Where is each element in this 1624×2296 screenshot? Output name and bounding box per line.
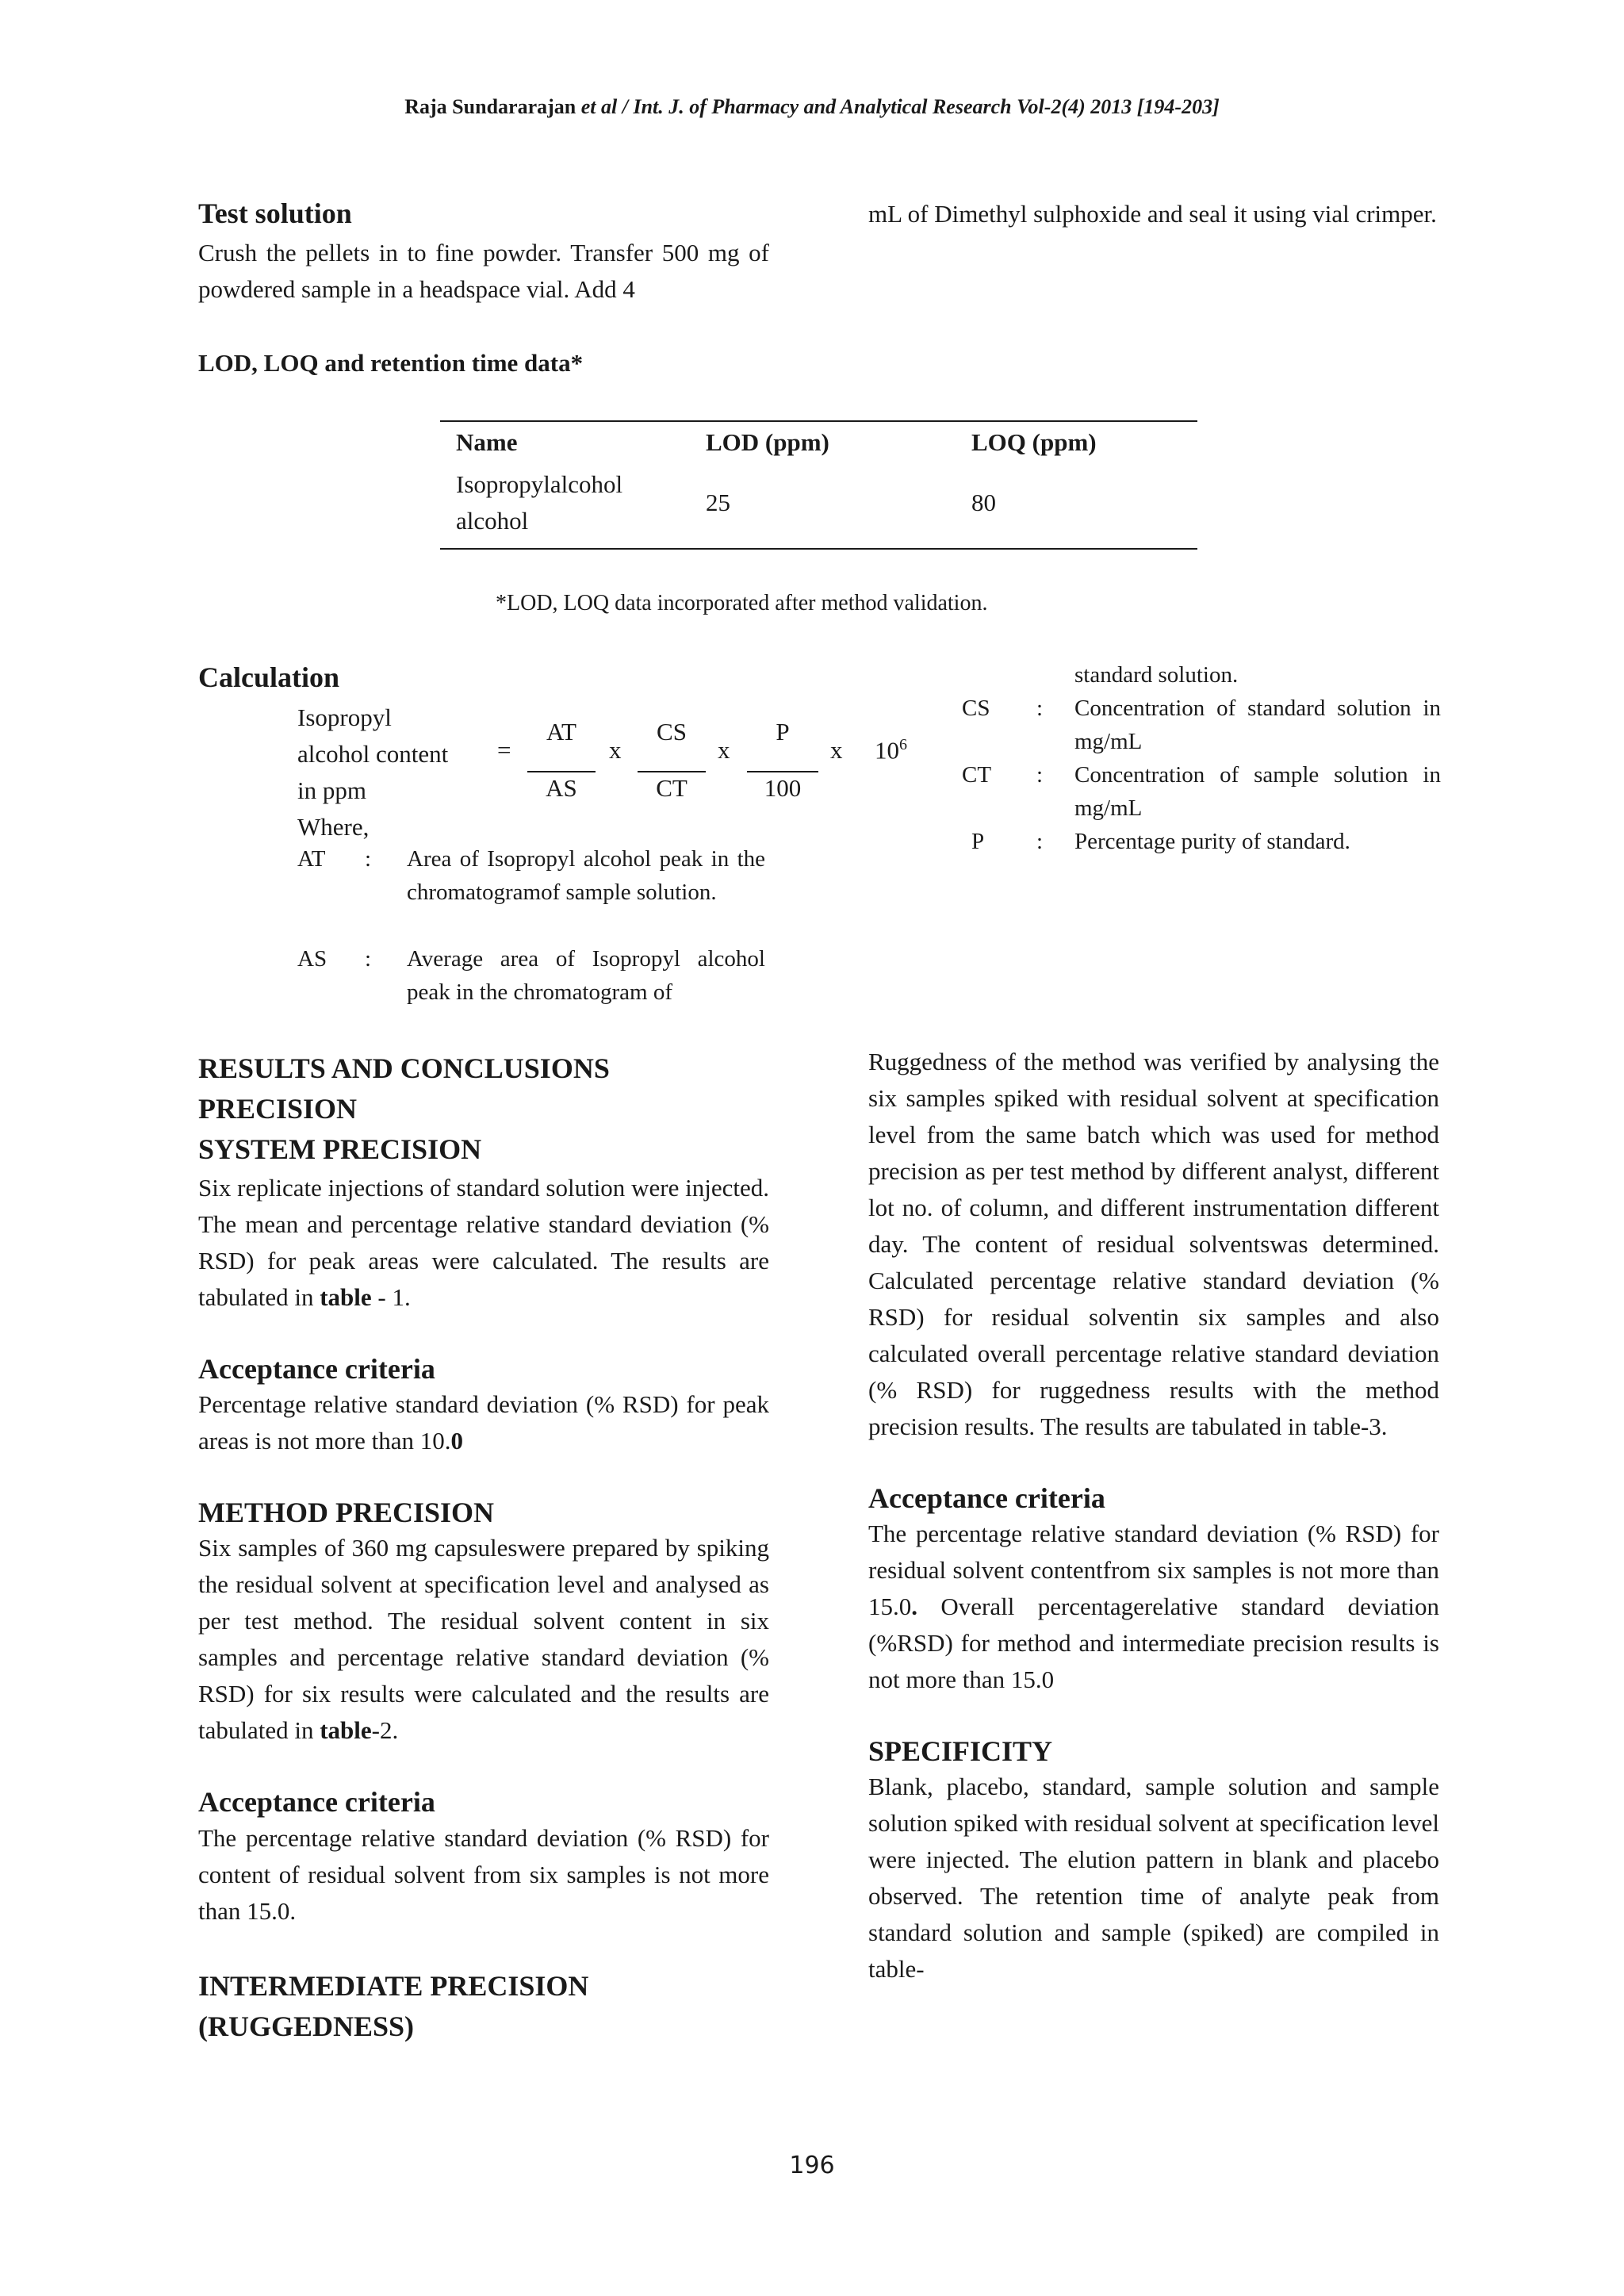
frac3-den: 100 [764,774,802,802]
def-colon-as: : [365,946,372,972]
def-text-ct: Concentration of sample solution in mg/mL [1074,762,1441,821]
times-2: x [718,736,730,764]
col-header-name: Name [456,428,518,456]
def-colon-ct: : [1036,762,1044,788]
factor-exponent: 6 [899,736,907,753]
def-colon-p: : [1036,829,1044,854]
def-text-at: Area of Isopropyl alcohol peak in the chromatogramof sample solution. [407,846,765,905]
factor [875,736,907,765]
def-colon-cs: : [1036,696,1044,721]
header-authors: Raja Sundararajan [404,95,576,118]
intermediate-precision-heading: INTERMEDIATE PRECISION (RUGGEDNESS) [198,1969,589,2042]
specificity-text: Blank, placebo, standard, sample solution and sample solution spiked with residual solvent at specification level were injected. The elution pattern in blank and placebo observed. The retention time of analyte peak from standard solution and sample (spiked) are compiled in table- [868,1773,1439,1984]
def-colon-at: : [365,846,372,872]
table-ref-2: table [320,1716,372,1745]
cell-name: Isopropylalcohol alcohol [456,470,623,535]
def-sym-ct: CT [962,762,992,788]
frac2-num: CS [657,718,687,746]
where-label: Where, [297,813,370,841]
frac1-line [527,771,596,772]
acceptance-text-3 [868,1516,1439,1698]
system-precision-text [198,1170,769,1316]
times-3: x [830,736,843,764]
formula-equals: = [497,736,511,764]
acceptance-body-3b: Overall percentagerelative standard deviation (%RSD) for method and intermediate precision results is not more than 15.0 [868,1593,1439,1694]
def-text-p: Percentage purity of standard. [1074,829,1350,854]
calculation-heading: Calculation [198,661,340,693]
cell-lod: 25 [706,488,730,516]
frac1-num: AT [546,718,576,746]
formula-lhs [297,700,448,845]
test-solution-text: Crush the pellets in to fine powder. Transfer 500 mg of powdered sample in a headspace vial. Add 4 [198,239,769,303]
acceptance-heading-3: Acceptance criteria [868,1482,1105,1514]
test-solution-continued: mL of Dimethyl sulphoxide and seal it using vial crimper. [868,200,1437,228]
table-bottom-rule [440,548,1197,550]
factor-base: 10 [875,736,899,765]
frac1-den: AS [546,774,577,802]
page-number: 196 [789,2152,835,2179]
table-ref-2-suffix: -2. [371,1716,399,1745]
def-sym-as: AS [297,946,327,972]
precision-heading: PRECISION [198,1093,358,1125]
lhs-line-2: alcohol content [297,740,449,768]
system-precision-body: Six replicate injections of standard solution were injected. The mean and percentage relative standard deviation (% RSD) for peak areas were calculated. The results are tabulated in [198,1174,769,1311]
acceptance-body-3a: The percentage relative standard deviation (% RSD) for residual solvent contentfrom six samples is not more than 15.0 [868,1520,1439,1621]
acceptance-text-1 [198,1386,769,1459]
acceptance-heading-1: Acceptance criteria [198,1353,435,1385]
left-column [198,1048,769,2047]
lod-table [440,420,1197,550]
def-sym-p: P [971,829,985,854]
frac2-den: CT [656,774,688,802]
def-sym-at: AT [297,846,326,872]
table-row [440,457,1197,548]
ruggedness-text: Ruggedness of the method was verified by analysing the six samples spiked with residual solvent at specification level from the same batch which was used for method precision as per test method by different analyst, different lot no. of column, and different instrumentation different day. The content of residual solventswas determined. Calculated percentage relative standard deviation (% RSD) for residual solventin six samples and also calculated overall percentage relative standard deviation (% RSD) for ruggedness results with the method precision results. The results are tabulated in table-3. [868,1048,1439,1440]
table-ref-1: table [320,1283,372,1311]
acceptance-text-2: The percentage relative standard deviation (% RSD) for content of residual solvent from six samples is not more than 15.0. [198,1823,769,1925]
def-text-as: Average area of Isopropyl alcohol peak in the chromatogram of [407,946,765,1005]
lhs-line-3: in ppm [297,776,366,804]
table-header-row [440,422,1197,457]
frac3-num: P [776,718,790,746]
acceptance-body-1: Percentage relative standard deviation (% RSD) for peak areas is not more than 10. [198,1390,769,1455]
system-precision-heading: SYSTEM PRECISION [198,1133,482,1165]
table-ref-1-suffix: - 1. [371,1283,411,1311]
table-note: *LOD, LOQ data incorporated after method validation. [496,591,988,615]
method-precision-body: Six samples of 360 mg capsuleswere prepared by spiking the residual solvent at specification level and analysed as per test method. The residual solvent content in six samples and percentage relative standard deviation (% RSD) for six results were calculated and the results are tabulated in [198,1534,769,1745]
cell-loq: 80 [971,488,996,516]
right-column [868,1044,1439,1987]
def-text-cs: Concentration of standard solution in mg/mL [1074,696,1441,754]
header-journal: et al / Int. J. of Pharmacy and Analytical Research Vol-2(4) 2013 [194-203] [580,95,1220,118]
acceptance-heading-2: Acceptance criteria [198,1786,435,1819]
frac2-line [638,771,706,772]
running-header [0,95,1624,119]
times-1: x [609,736,622,764]
method-precision-heading: METHOD PRECISION [198,1497,495,1529]
frac3-line [747,771,818,772]
lod-table-caption: LOD, LOQ and retention time data* [198,349,584,377]
definitions-right [956,658,1443,857]
def-text-as-cont: standard solution. [1074,662,1239,688]
acceptance-bold-3: . [911,1593,917,1621]
results-heading: RESULTS AND CONCLUSIONS [198,1052,610,1084]
specificity-heading: SPECIFICITY [868,1735,1053,1768]
col-header-lod: LOD (ppm) [706,428,829,456]
method-precision-text [198,1530,769,1749]
acceptance-bold-1: 0 [450,1427,464,1455]
lhs-line-1: Isopropyl [297,703,392,731]
col-header-loq: LOQ (ppm) [971,428,1097,456]
def-sym-cs: CS [962,696,990,721]
test-solution-heading: Test solution [198,197,352,229]
definitions-left [297,842,773,1009]
